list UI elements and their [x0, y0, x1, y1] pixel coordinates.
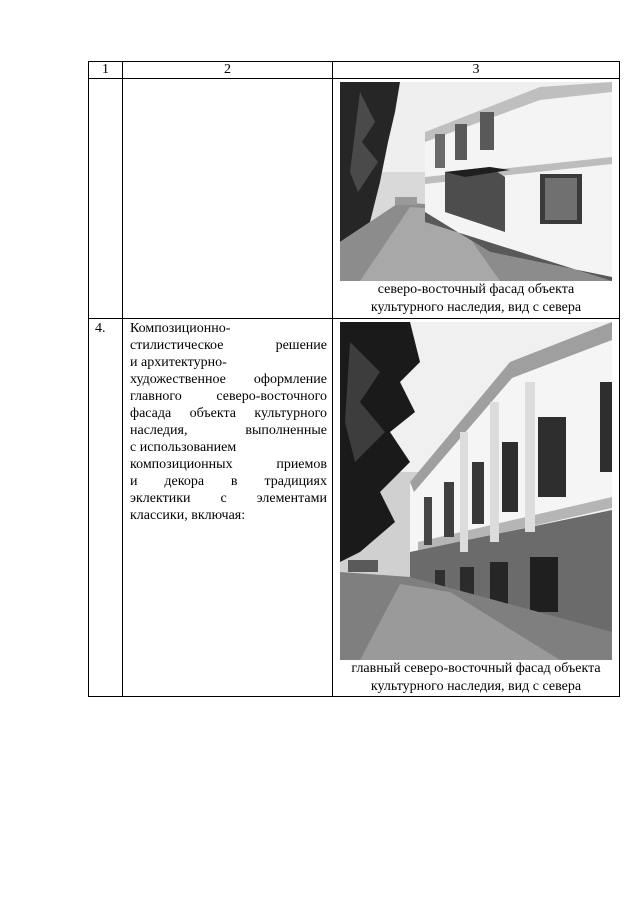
row-description [123, 79, 333, 319]
row-number [89, 79, 123, 319]
header-col-3: 3 [333, 62, 620, 79]
row-number: 4. [89, 319, 123, 697]
row-description [123, 319, 333, 697]
table-row [89, 319, 620, 697]
table-header-row [89, 62, 620, 79]
caption-line: культурного наследия, вид с севера [370, 679, 582, 694]
row-photo-cell [333, 79, 620, 319]
description-line: Композиционно- [130, 321, 231, 336]
photo-caption [333, 281, 619, 317]
description-line: с использованием [130, 440, 237, 455]
main-facade-photo [340, 322, 612, 660]
description-line: классики, включая: [130, 508, 246, 523]
description-line: и архитектурно- [130, 355, 227, 370]
description-line: главного северо-восточного [130, 389, 327, 404]
table-row [89, 79, 620, 319]
caption-line: культурного наследия, вид с севера [370, 300, 582, 315]
heritage-table [88, 61, 620, 697]
description-line: и декора в традициях [130, 474, 327, 489]
row-photo-cell [333, 319, 620, 697]
header-col-2: 2 [123, 62, 333, 79]
description-line: композиционных приемов [130, 457, 327, 472]
header-col-1: 1 [89, 62, 123, 79]
caption-line: северо-восточный фасад объекта [377, 282, 575, 297]
description-line: стилистическое решение [130, 338, 327, 353]
description-line: наследия, выполненные [130, 423, 327, 438]
caption-line: главный северо-восточный фасад объекта [351, 661, 601, 676]
photo-caption [333, 660, 619, 696]
description-line: художественное оформление [130, 372, 327, 387]
description-line: эклектики с элементами [130, 491, 327, 506]
facade-northeast-photo [340, 82, 612, 281]
description-line: фасада объекта культурного [130, 406, 327, 421]
